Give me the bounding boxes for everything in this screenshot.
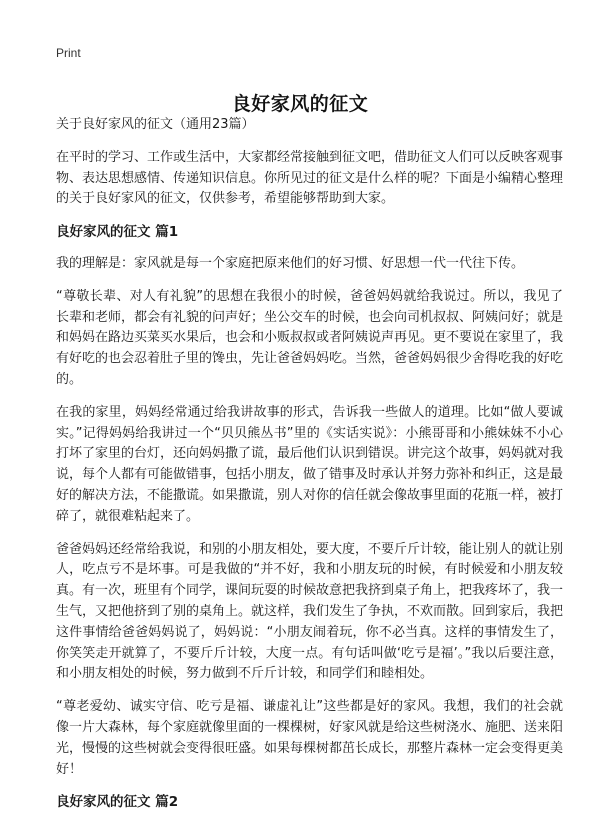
document-subtitle: 关于良好家风的征文（通用23篇）: [56, 117, 255, 132]
print-label[interactable]: Print: [56, 46, 81, 60]
page-title: 良好家风的征文: [231, 92, 369, 115]
body-paragraph: 爸爸妈妈还经常给我说，和别的小朋友相处，要大度，不要斤斤计较，能让别人的就让别人，吃点亏不是坏事。可是我做的“并不好，我和小朋友玩的时候，有时候爱和小朋友较真。有一次，班里有个同学，课间玩耍的时候故意把我挤到桌子角上，把我疼坏了，我一生气，又把他挤到了别的桌角上。就这样，我们发生了争执，不欢而散。回到家后，我把这件事情给爸爸妈妈说了，妈妈说：“小朋友闹着玩，你不必当真。这样的事情发生了，你笑笑走开就算了，不要斤斤计较，大度一点。有句话叫做‘吃亏是福’。”我以后要注意，和小朋友相处的时候，努力做到不斤斤计较，和同学们和睦相处。: [56, 541, 564, 682]
body-paragraph: “尊敬长辈、对人有礼貌”的思想在我很小的时候，爸爸妈妈就给我说过。所以，我见了长辈和老师，都会有礼貌的问声好；坐公交车的时候，也会向司机叔叔、阿姨问好；就是和妈妈在路边买菜买水果后，也会和小贩叔叔或者阿姨说声再见。更不要说在家里了，我有好吃的也会忍着肚子里的馋虫，先让爸爸妈妈吃。当然，爸爸妈妈很少舍得吃我的好吃的。: [56, 288, 564, 387]
intro-paragraph: 在平时的学习、工作或生活中，大家都经常接触到征文吧，借助征文人们可以反映客观事物、表达思想感情、传递知识信息。你所见过的征文是什么样的呢？下面是小编精心整理的关于良好家风的征文，仅供参考，希望能够帮助到大家。: [56, 149, 564, 207]
body-paragraph: 我的理解是：家风就是每一个家庭把原来他们的好习惯、好思想一代一代往下传。: [56, 255, 525, 271]
body-paragraph: 在我的家里，妈妈经常通过给我讲故事的形式，告诉我一些做人的道理。比如“做人要诚实。”记得妈妈给我讲过一个“贝贝熊丛书”里的《实话实说》：小熊哥哥和小熊妹妹不小心打坏了家里的台灯，还向妈妈撒了谎，最后他们认识到错误。讲完这个故事，妈妈就对我说，每个人都有可能做错事，包括小朋友，做了错事及时承认并努力弥补和纠正，这是最好的解决方法，不能撒谎。如果撒谎，别人对你的信任就会像故事里面的花瓶一样，被打碎了，就很难粘起来了。: [56, 404, 564, 524]
document-body: [56, 115, 563, 824]
section-heading: 良好家风的征文 篇1: [56, 224, 179, 241]
section-heading: 良好家风的征文 篇2: [56, 794, 179, 811]
body-paragraph: “尊老爱幼、诚实守信、吃亏是福、谦虚礼让”这些都是好的家风。我想，我们的社会就像一片大森林，每个家庭就像里面的一棵棵树，好家风就是给这些树浇水、施肥、送来阳光，慢慢的这些树就会变得很旺盛。如果每棵树都茁长成长，那整片森林一定会变得更美好！: [56, 699, 564, 777]
